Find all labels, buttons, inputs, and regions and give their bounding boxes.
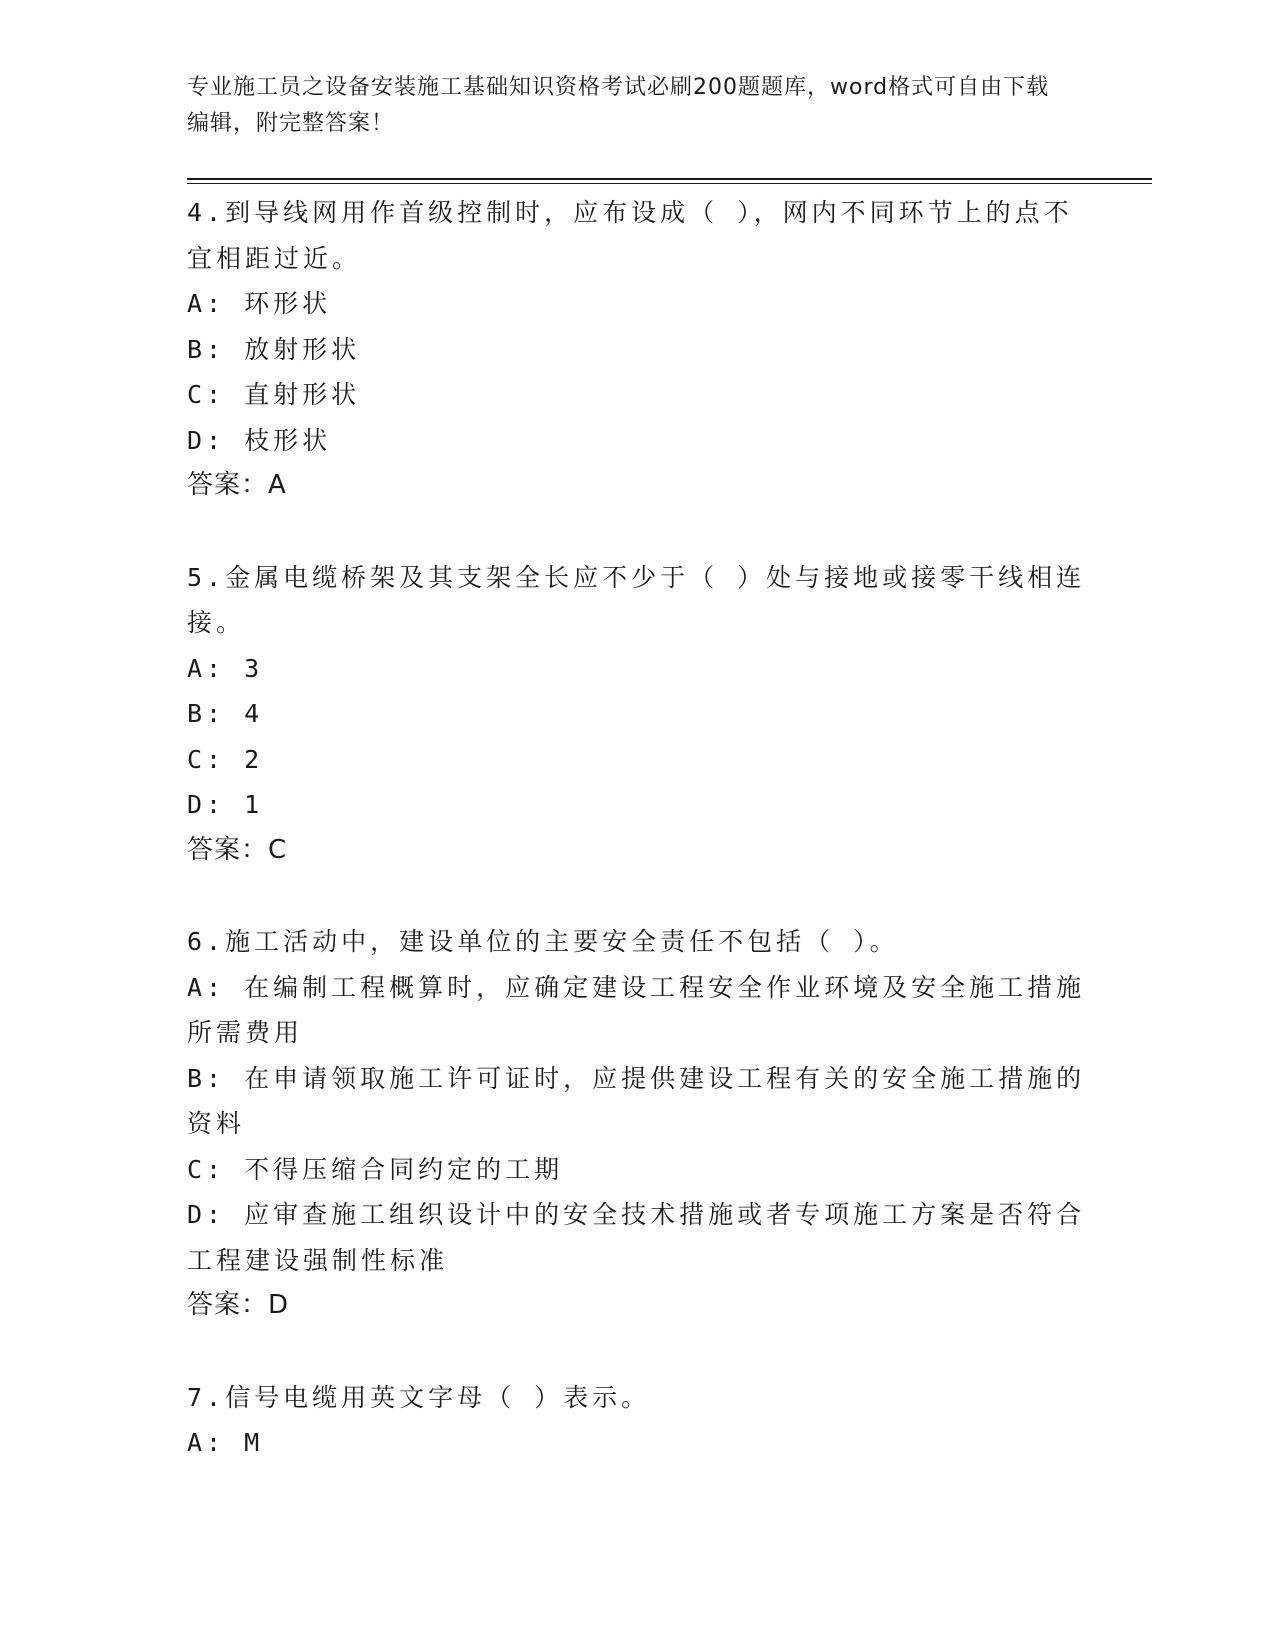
option-c [187, 737, 1087, 783]
option-text: 环形状 [244, 289, 332, 318]
option-key: A: [187, 653, 226, 683]
header-divider-thick [187, 178, 1152, 180]
option-key: C: [187, 744, 226, 774]
option-text: 1 [244, 790, 264, 819]
question-7 [187, 1375, 1087, 1466]
option-key: A: [187, 1428, 226, 1457]
header-divider-thin [187, 183, 1152, 184]
option-text: M [244, 1428, 264, 1457]
option-a [187, 646, 1087, 692]
option-text: 3 [244, 653, 264, 683]
option-text: 2 [244, 744, 264, 774]
question-list [187, 190, 1087, 1512]
answer-value: C [268, 834, 288, 865]
answer [187, 1283, 1087, 1329]
option-text: 枝形状 [244, 425, 332, 455]
answer-label: 答案： [187, 1290, 269, 1320]
document-header: 专业施工员之设备安装施工基础知识资格考试必刷200题题库，word格式可自由下载编辑，附完整答案！ [187, 75, 1050, 136]
option-text: 应审查施工组织设计中的安全技术措施或者专项施工方案是否符合工程建设强制性标准 [187, 1200, 1086, 1275]
option-text: 4 [244, 699, 264, 728]
option-a [187, 1420, 1087, 1466]
question-6 [187, 919, 1087, 1329]
answer-label: 答案： [187, 834, 269, 865]
option-d [187, 1192, 1087, 1283]
option-key: D: [187, 1200, 226, 1229]
option-b [187, 327, 1087, 373]
option-key: B: [187, 699, 226, 728]
answer-value: A [268, 470, 287, 500]
question-stem: 6.施工活动中，建设单位的主要安全责任不包括（ ）。 [187, 927, 899, 956]
option-text: 在申请领取施工许可证时，应提供建设工程有关的安全施工措施的资料 [187, 1063, 1086, 1138]
option-key: A: [187, 289, 226, 318]
option-key: B: [187, 334, 226, 364]
option-key: D: [187, 425, 226, 455]
option-key: B: [187, 1063, 226, 1093]
option-b [187, 691, 1087, 737]
question-5 [187, 555, 1087, 874]
option-key: C: [187, 380, 226, 409]
option-key: D: [187, 790, 226, 819]
question-stem: 7.信号电缆用英文字母（ ）表示。 [187, 1382, 651, 1412]
option-d [187, 418, 1087, 464]
option-d [187, 782, 1087, 828]
question-stem: 4.到导线网用作首级控制时，应布设成（ ），网内不同环节上的点不宜相距过近。 [187, 198, 1073, 273]
question-4 [187, 190, 1087, 509]
option-b [187, 1056, 1087, 1147]
option-key: A: [187, 972, 226, 1002]
option-text: 不得压缩合同约定的工期 [244, 1154, 564, 1184]
answer-value: D [268, 1290, 290, 1320]
option-c [187, 1147, 1087, 1193]
option-text: 放射形状 [244, 334, 361, 364]
answer [187, 463, 1087, 509]
option-key: C: [187, 1154, 226, 1184]
option-a [187, 965, 1087, 1056]
question-stem: 5.金属电缆桥架及其支架全长应不少于（ ）处与接地或接零干线相连接。 [187, 562, 1086, 637]
option-a [187, 281, 1087, 327]
option-text: 直射形状 [244, 380, 361, 409]
answer [187, 828, 1087, 874]
option-text: 在编制工程概算时，应确定建设工程安全作业环境及安全施工措施所需费用 [187, 972, 1086, 1047]
answer-label: 答案： [187, 470, 269, 500]
option-c [187, 372, 1087, 418]
